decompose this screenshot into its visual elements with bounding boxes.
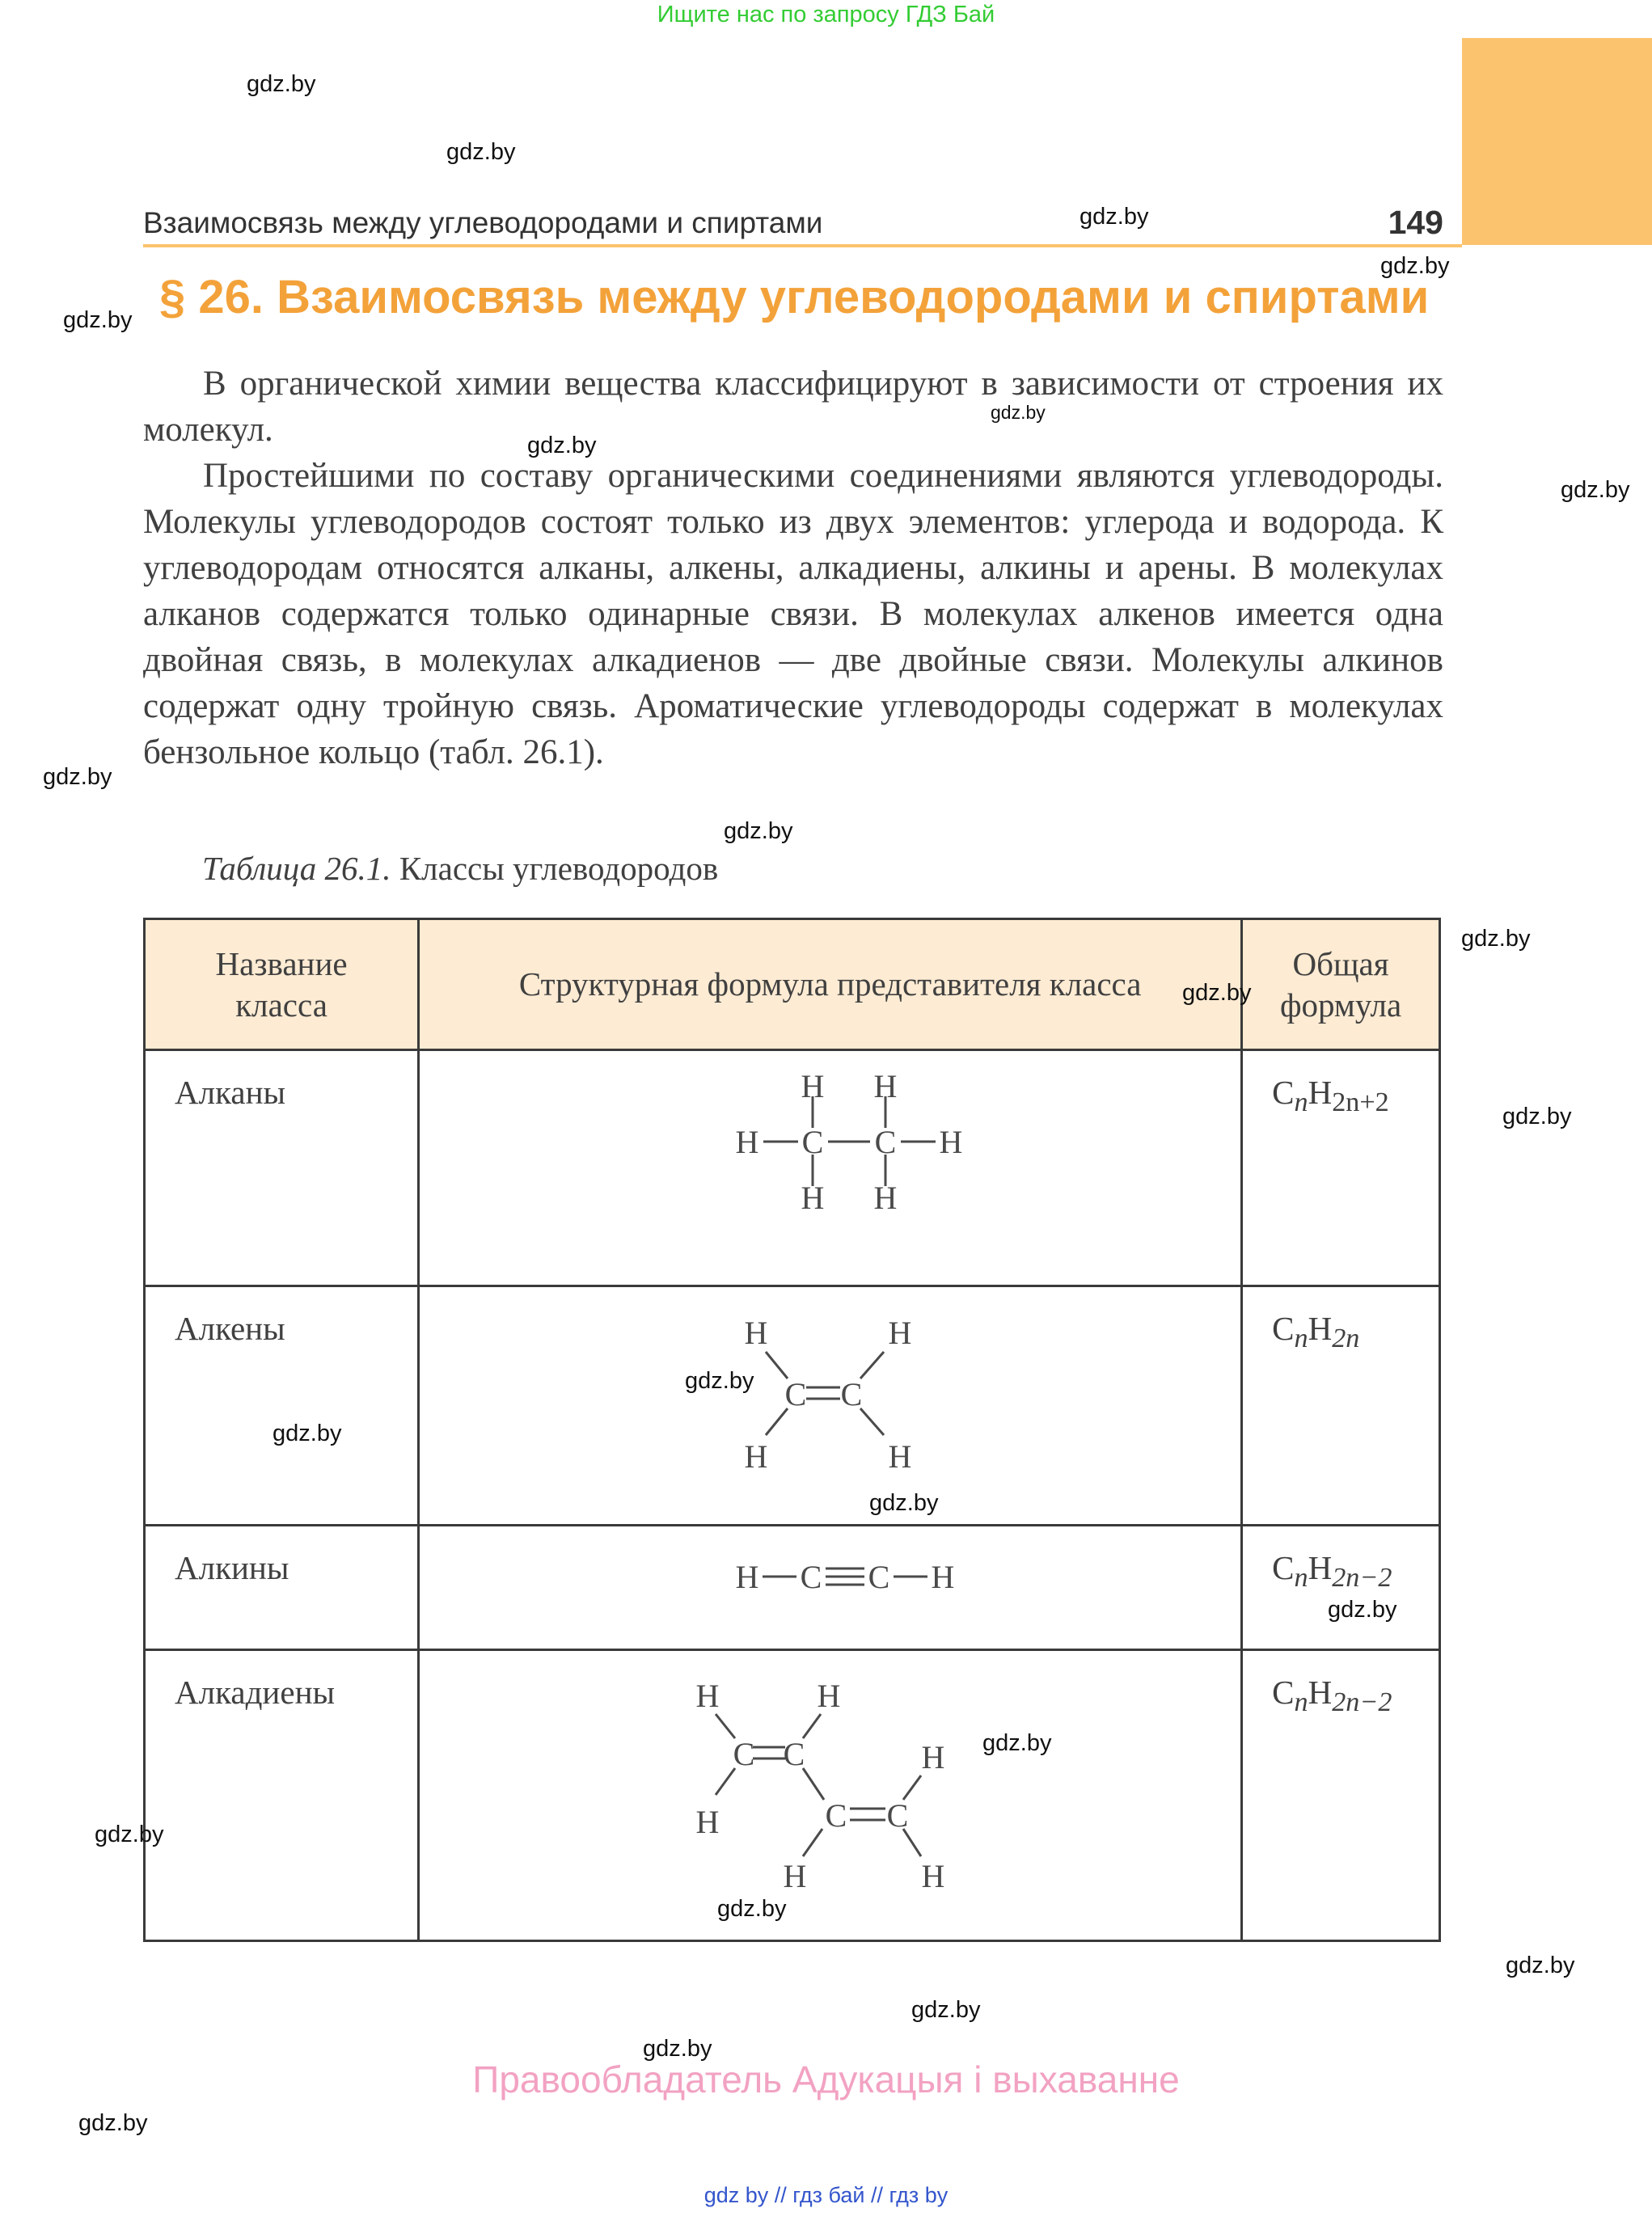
table-row xyxy=(145,1526,1440,1650)
header-formula: Общая формула xyxy=(1242,919,1440,1050)
watermark: gdz.by xyxy=(1328,1597,1397,1623)
promo-link[interactable]: Ищите нас по запросу ГДЗ Бай xyxy=(657,2,995,27)
table-row xyxy=(145,1286,1440,1526)
svg-text:H: H xyxy=(921,1739,945,1775)
watermark: gdz.by xyxy=(869,1490,939,1516)
watermark: gdz.by xyxy=(247,71,316,97)
caption-label: Таблица 26.1. xyxy=(202,850,391,887)
corner-tab xyxy=(1462,38,1652,245)
paragraph: В органической химии вещества классифицируют в зависимости от строения их молекул. xyxy=(143,365,1443,449)
watermark: gdz.by xyxy=(527,433,597,458)
general-formula: $C_nH_{2n-2}$ xyxy=(1242,1650,1440,1941)
svg-text:H: H xyxy=(735,1559,759,1595)
svg-text:C: C xyxy=(801,1124,824,1160)
copyright-notice: Правообладатель Адукацыя і выхаванне xyxy=(472,2058,1180,2100)
watermark: gdz.by xyxy=(1506,1953,1575,1978)
svg-text:H: H xyxy=(921,1858,945,1894)
section-title: § 26. Взаимосвязь между углеводородами и спиртами xyxy=(159,271,1430,323)
watermark: gdz.by xyxy=(982,1730,1052,1756)
watermark: gdz.by xyxy=(446,139,516,165)
svg-text:H: H xyxy=(695,1678,720,1714)
watermark: gdz.by xyxy=(1182,980,1252,1006)
svg-text:H: H xyxy=(873,1180,898,1216)
svg-text:C: C xyxy=(874,1124,897,1160)
class-name: Алкены xyxy=(145,1286,419,1526)
ethane-structure xyxy=(419,1050,1242,1286)
svg-text:C: C xyxy=(800,1559,822,1595)
svg-text:C: C xyxy=(784,1376,807,1412)
watermark: gdz.by xyxy=(273,1421,342,1446)
svg-text:C: C xyxy=(733,1736,755,1772)
watermark: gdz.by xyxy=(717,1896,787,1922)
svg-text:H: H xyxy=(888,1315,912,1351)
svg-text:C: C xyxy=(825,1797,847,1834)
svg-text:C: C xyxy=(868,1559,890,1595)
svg-text:C: C xyxy=(783,1736,805,1772)
table-caption xyxy=(202,849,718,888)
svg-text:H: H xyxy=(744,1315,768,1351)
butadiene-structure xyxy=(419,1650,1242,1941)
watermark: gdz.by xyxy=(991,402,1046,423)
watermark: gdz.by xyxy=(911,1997,981,2023)
watermark: gdz.by xyxy=(78,2110,148,2136)
general-formula: $C_nH_{2n-2}$ xyxy=(1242,1526,1440,1650)
watermark: gdz.by xyxy=(1080,204,1149,230)
table-row xyxy=(145,1650,1440,1941)
svg-text:H: H xyxy=(801,1068,825,1104)
class-name: Алканы xyxy=(145,1050,419,1286)
running-title: Взаимосвязь между углеводородами и спиртами xyxy=(143,206,823,239)
watermark: gdz.by xyxy=(1461,926,1531,952)
svg-text:H: H xyxy=(873,1068,898,1104)
watermark: gdz.by xyxy=(1502,1104,1572,1129)
ethyne-structure xyxy=(419,1526,1242,1650)
header-name: Название класса xyxy=(145,919,419,1050)
svg-text:H: H xyxy=(817,1678,841,1714)
watermark: gdz.by xyxy=(724,818,793,844)
watermark: gdz.by xyxy=(95,1822,164,1847)
watermark: gdz.by xyxy=(1380,253,1450,279)
svg-text:H: H xyxy=(931,1559,955,1595)
general-formula: $C_nH_{2n+2}$ xyxy=(1242,1050,1440,1286)
table-row xyxy=(145,1050,1440,1286)
watermark: gdz.by xyxy=(685,1368,754,1394)
watermark: gdz.by xyxy=(43,764,112,790)
bottom-links[interactable]: gdz by // гдз бай // гдз by xyxy=(703,2183,949,2207)
watermark: gdz.by xyxy=(63,307,133,333)
svg-text:H: H xyxy=(888,1438,912,1475)
svg-text:H: H xyxy=(939,1124,963,1160)
body-text xyxy=(143,361,1443,775)
watermark: gdz.by xyxy=(643,2036,712,2062)
svg-text:H: H xyxy=(744,1438,768,1475)
page-number: 149 xyxy=(1388,204,1443,241)
svg-text:C: C xyxy=(840,1376,863,1412)
class-name: Алкадиены xyxy=(145,1650,419,1941)
caption-text: Классы углеводородов xyxy=(391,850,719,887)
ethene-structure xyxy=(419,1286,1242,1526)
svg-text:H: H xyxy=(695,1804,720,1840)
watermark: gdz.by xyxy=(1561,477,1630,503)
header-rule xyxy=(143,244,1462,247)
svg-text:C: C xyxy=(886,1797,909,1834)
svg-text:H: H xyxy=(801,1180,825,1216)
class-name: Алкины xyxy=(145,1526,419,1650)
paragraph: Простейшими по составу органическими соединениями являются углеводороды. Молекулы углеводородов состоят только из двух элементов: углерода и водорода. К углеводородам относятся алканы, алкены, алкадиены, алкины и арены. В молекулах алканов содержатся только одинарные связи. В молекулах алкенов имеется одна двойная связь, в молекулах алкадиенов — две двойные связи. Молекулы алкинов содержат одну тройную связь. Ароматические углеводороды содержат в молекулах бензольное кольцо (табл. 26.1). xyxy=(143,457,1443,771)
general-formula: $C_nH_{2n}$ xyxy=(1242,1286,1440,1526)
svg-text:H: H xyxy=(783,1858,807,1894)
header-structure: Структурная формула представителя класса xyxy=(419,919,1242,1050)
svg-text:H: H xyxy=(735,1124,759,1160)
